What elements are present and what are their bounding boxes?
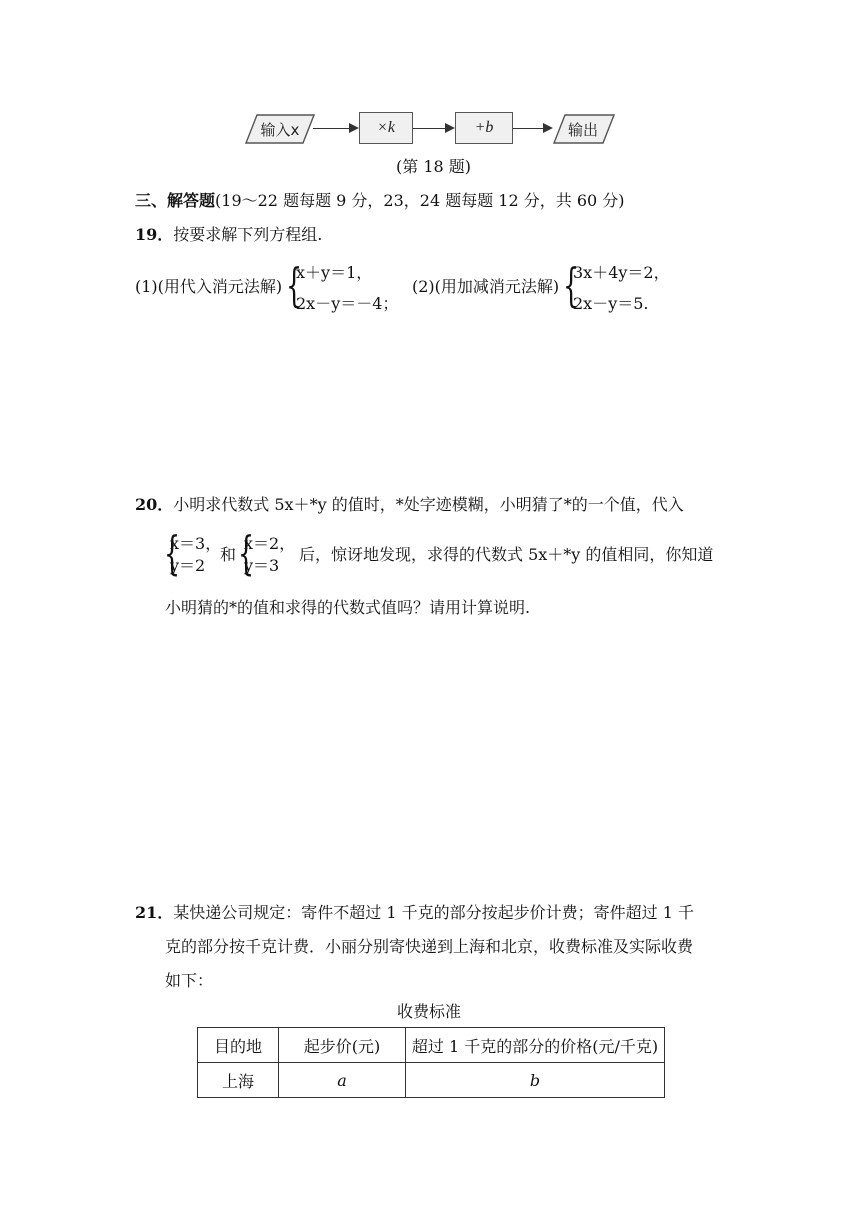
- q20-conjunction: 和: [220, 545, 237, 564]
- output-label: 输出: [567, 120, 598, 139]
- q21-number: 21．: [135, 903, 174, 922]
- table-header-row: [198, 1028, 665, 1063]
- section-title: 三、解答题: [135, 191, 216, 210]
- arrow-3: [513, 128, 551, 129]
- fee-table: [197, 1027, 665, 1098]
- q21-text-3: 如下：: [165, 971, 214, 990]
- q19-heading: [135, 225, 322, 245]
- equation: y＝3: [244, 556, 280, 575]
- equation: 3x＋4y＝2，: [573, 263, 670, 282]
- table-header-cell: 目的地: [198, 1028, 279, 1063]
- brace: {: [164, 526, 181, 580]
- q20-line1: [135, 495, 684, 515]
- input-parallelogram: [247, 114, 313, 144]
- equation: x＋y＝1，: [296, 263, 373, 282]
- brace: {: [238, 526, 255, 580]
- table-cell: b: [406, 1063, 665, 1098]
- equation: 2x－y＝5.: [573, 294, 649, 313]
- q20-text-2: 后，惊讶地发现，求得的代数式 5x＋*y 的值相同，你知道: [299, 545, 714, 564]
- q19-text: 按要求解下列方程组.: [173, 225, 323, 244]
- table-row: [198, 1063, 665, 1098]
- q20-text-1: 小明求代数式 5x＋*y 的值时，*处字迹模糊，小明猜了*的一个值，代入: [173, 495, 684, 514]
- multiply-box: [359, 112, 413, 144]
- q19-part1-system: [286, 258, 399, 313]
- multiply-label: ×k: [377, 119, 395, 136]
- equation: x＝3，: [170, 534, 222, 553]
- q20-number: 20．: [135, 495, 174, 514]
- figure-caption: (第 18 题): [396, 157, 472, 176]
- add-label: +b: [474, 119, 494, 136]
- q20-text-3: 小明猜的*的值和求得的代数式值吗？请用计算说明.: [165, 598, 531, 617]
- equation: y＝2: [170, 556, 206, 575]
- table-header-cell: 起步价(元): [279, 1028, 406, 1063]
- q21-text-2: 克的部分按千克计费．小丽分别寄快递到上海和北京，收费标准及实际收费: [165, 937, 694, 956]
- brace: {: [563, 258, 580, 312]
- q20-system-1: [164, 526, 224, 580]
- q19-part2-system: [563, 258, 673, 313]
- q19-part2-label: (2)(用加减消元法解): [412, 277, 560, 296]
- input-label: 输入x: [260, 120, 300, 139]
- section-note: (19～22 题每题 9 分，23，24 题每题 12 分，共 60 分): [215, 191, 625, 210]
- q20-system-2: [238, 526, 298, 580]
- equation: x＝2，: [244, 534, 296, 553]
- arrow-2: [413, 128, 453, 129]
- output-parallelogram: [553, 114, 613, 144]
- table-cell: a: [279, 1063, 406, 1098]
- brace: {: [286, 258, 303, 312]
- add-box: [455, 112, 513, 144]
- arrow-1: [313, 128, 357, 129]
- table-cell: 上海: [198, 1063, 279, 1098]
- q21-text-1: 某快递公司规定：寄件不超过 1 千克的部分按起步价计费；寄件超过 1 千: [173, 903, 694, 922]
- equation: 2x－y＝－4；: [296, 294, 399, 313]
- q19-part1-label: (1)(用代入消元法解): [135, 277, 283, 296]
- table-title: 收费标准: [397, 1002, 462, 1021]
- q19-number: 19．: [135, 225, 174, 244]
- table-header-cell: 超过 1 千克的部分的价格(元/千克): [406, 1028, 665, 1063]
- section-heading: [135, 191, 625, 211]
- q21-line1: [135, 903, 694, 923]
